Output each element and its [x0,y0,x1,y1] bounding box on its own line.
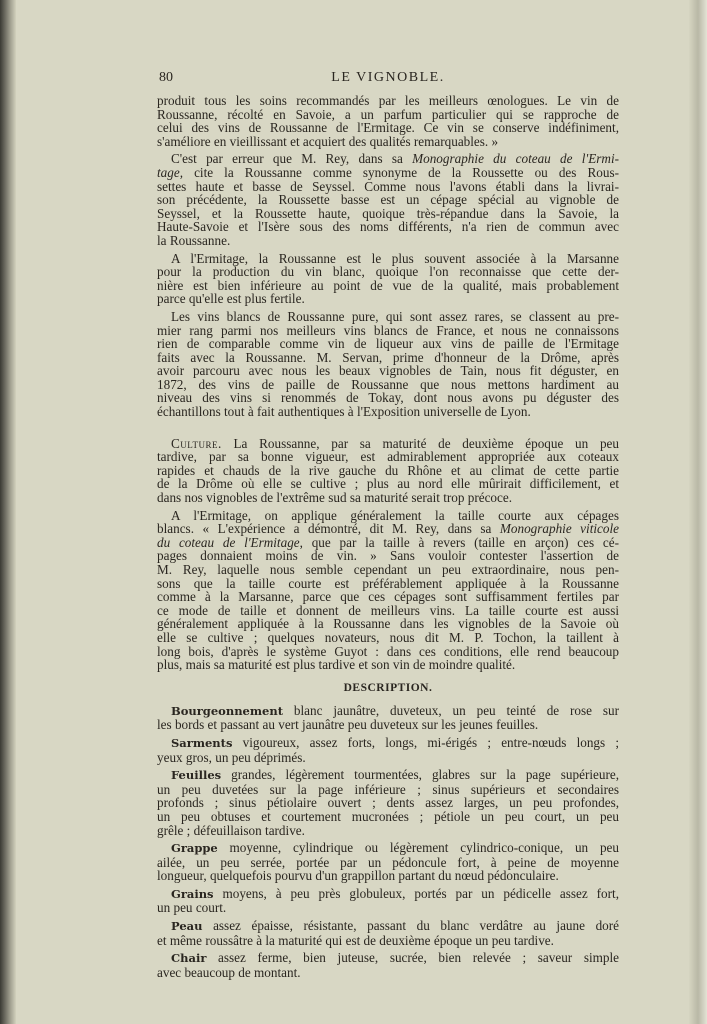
text-line [157,824,619,838]
text-segment: rapides et chauds de la rive gauche du Rhône et au climat de cette partie [157,462,619,478]
text-line [157,522,619,536]
text-line [157,324,619,338]
paragraph [157,252,619,306]
term-label: Peau [171,919,203,934]
text-segment: La Roussanne, par sa maturité de deuxième époque un peu [221,435,619,451]
text-line [157,108,619,122]
text-line [157,364,619,378]
text-segment: s'améliore en vieillissant et acquiert des qualités remarquables. » [157,133,499,149]
text-segment: 1872, des vins de paille de Roussanne que nous mettons hardiment au [157,376,619,392]
text-segment: grandes, légèrement tourmentées, glabres sur la page supérieure, [221,767,619,783]
text-segment: sons que la taille courte est préférablement appliquée à la Roussanne [157,575,619,591]
text-segment: rien de comparable comme vin de liqueur aux vins de paille de l'Ermitage [157,336,619,352]
text-segment: grêle ; défeuillaison tardive. [157,822,305,838]
text-segment: faits avec la Roussanne. M. Servan, prime d'honneur de la Drôme, après [157,349,619,365]
text-line [157,450,619,464]
paragraph [157,736,619,764]
text-line [157,934,619,948]
text-segment: un peu court. [157,900,227,916]
term-label: Feuilles [171,768,222,783]
text-line [157,234,619,248]
text-segment: pour la production du vin blanc, quoique l'on reconnaisse que cette der- [157,264,619,280]
text-segment: yeux gros, un peu déprimés. [157,749,306,765]
text-segment: son précédente, la Roussette basse est un cépage spécial au vignoble de [157,192,619,208]
text-line [157,121,619,135]
text-segment: , que par la taille à revers (taille en arçon) ces cé- [299,534,619,550]
text-line [157,577,619,591]
paragraph [157,509,619,672]
text-segment: avec beaucoup de montant. [157,964,301,980]
text-line [157,491,619,505]
paragraph [157,704,619,732]
text-line [157,310,619,324]
text-line [157,841,619,856]
text-segment: un peu obtuses et courtement mucronées ; pétiole un peu court, un peu [157,808,619,824]
text-segment: produit tous les soins recommandés par les meilleurs œnologues. Le vin de [157,93,619,108]
text-segment: nière est bien inférieure au point de vue de la qualité, mais probablement [157,277,619,293]
text-line [157,887,619,902]
text-segment: mier rang parmi nos meilleurs vins blancs de France, et nous ne connaissons [157,322,619,338]
text-line [157,509,619,523]
text-line [157,464,619,478]
text-segment: tardive, par sa bonne vigueur, est admirablement appropriée aux coteaux [157,449,619,465]
text-line [157,604,619,618]
text-segment: dans nos vignobles de l'extrême sud sa maturité serait trop précoce. [157,490,513,506]
section-roussanne-intro [157,94,619,419]
term-label: Grains [171,886,214,901]
text-segment: longueur, quelquefois pourvu d'un grappillon partant du nœud pédonculaire. [157,868,559,884]
paragraph [157,310,619,419]
text-line [157,152,619,166]
text-line [157,736,619,751]
text-segment: niveau des vins si renommés de Tokay, dont nous avons pu déguster des [157,390,619,406]
text-segment: du coteau de l'Ermitage [157,534,300,550]
text-segment: Les vins blancs de Roussanne pure, qui sont assez rares, se classent au pre- [171,308,619,324]
text-line [157,180,619,194]
text-segment: vigoureux, assez forts, longs, mi-érigés ; entre-nœuds longs ; [232,734,619,750]
text-segment: échantillons tout à fait authentiques à l'Exposition universelle de Lyon. [157,404,531,420]
text-line [157,751,619,765]
text-segment: la Roussanne. [157,232,231,248]
text-line [157,768,619,783]
text-segment: long bois, d'après le système Guyot : dans ces conditions, elle rend beaucoup [157,643,619,659]
text-line [157,966,619,980]
text-line [157,252,619,266]
paragraph [157,437,619,505]
term-label: Bourgeonnement [171,703,284,718]
text-segment: celui des vins de Roussanne de l'Ermitage. Ce vin se conserve indéfiniment, [157,120,619,136]
text-line [157,810,619,824]
text-segment: Monographie du coteau de l'Ermi- [412,151,619,167]
text-segment: avoir parcouru avec nous les beaux vignobles de Tain, nous fit déguster, en [157,363,619,379]
text-segment: pages donnaient moins de vin. » Sans vouloir contester l'assertion de [157,548,619,564]
text-line [157,631,619,645]
text-line [157,193,619,207]
text-segment: comme à la Marsanne, parce que ces cépages sont suffisamment fertiles par [157,589,619,605]
text-line [157,901,619,915]
paragraph [157,841,619,883]
text-line [157,351,619,365]
text-segment: A l'Ermitage, on applique généralement la taille courte aux cépages [171,507,619,523]
term-label: Sarments [171,735,233,750]
text-line [157,279,619,293]
text-line [157,337,619,351]
text-line [157,207,619,221]
text-segment: plus, mais sa maturité est plus tardive et son vin de moindre qualité. [157,657,516,673]
description-heading: DESCRIPTION. [343,681,433,694]
text-line [157,617,619,631]
text-segment: assez épaisse, résistante, passant du blanc verdâtre au jaune doré [202,918,619,934]
term-label: Grappe [171,841,218,856]
text-segment: assez ferme, bien juteuse, sucrée, bien relevée ; saveur simple [206,950,619,966]
text-segment: parce qu'elle est plus fertile. [157,291,305,307]
text-segment: un peu duvetées sur la page inférieure ; sinus supérieurs et secondaires [157,781,619,797]
book-spine-edge [0,0,16,1024]
text-line [157,391,619,405]
text-segment: profonds ; sinus pétiolaire ouvert ; dents assez larges, un peu profondes, [157,795,619,811]
page-number: 80 [159,70,173,85]
text-segment: A l'Ermitage, la Roussanne est le plus souvent associée à la Marsanne [171,250,619,266]
paragraph [157,951,619,979]
text-segment: blanc jaunâtre, duveteux, un peu teinté de rose sur [283,702,619,718]
paragraph [157,768,619,837]
text-line [157,796,619,810]
text-line [157,549,619,563]
book-page [157,70,619,983]
text-line [157,783,619,797]
text-segment: moyenne, cylindrique ou légèrement cylindrico-conique, un peu [217,840,619,856]
text-line [157,220,619,234]
text-line [157,166,619,180]
paragraph [157,94,619,148]
text-segment: settes haute et basse de Seyssel. Comme nous l'avons établi dans la livrai- [157,178,619,194]
text-line [157,590,619,604]
text-line [157,477,619,491]
section-culture [157,437,619,672]
text-line [157,135,619,149]
text-segment: Seyssel, et la Roussette haute, quoique très-répandue dans la Savoie, la [157,205,619,221]
paragraph [157,887,619,915]
term-label: Chair [171,951,207,966]
text-line [157,437,619,451]
text-segment: ce mode de taille et donnent de meilleurs vins. La taille courte est aussi [157,602,619,618]
section-description [157,704,619,980]
paragraph [157,919,619,947]
text-segment: Monographie viticole [499,521,619,537]
text-line [157,378,619,392]
text-line [157,645,619,659]
text-line [157,265,619,279]
paragraph [157,152,619,247]
text-segment: C'est par erreur que M. Rey, dans sa [171,151,413,167]
text-line [157,292,619,306]
text-segment: cite la Roussanne comme synonyme de la Roussette ou des Rous- [183,164,619,180]
text-line [157,536,619,550]
text-segment: généralement appliquée à la Roussanne dans les vignobles de la Savoie où [157,616,619,632]
text-line [157,405,619,419]
text-segment: Haute-Savoie et l'Isère sous des noms différents, n'a rien de commun avec [157,219,619,235]
text-segment: et même roussâtre à la maturité qui est de deuxième époque un peu tardive. [157,932,554,948]
text-line [157,919,619,934]
text-segment: les bords et passant au vert jaunâtre peu duveteux sur les jeunes feuilles. [157,717,539,733]
text-segment: Roussanne, récolté en Savoie, a un parfum particulier qui se rapproche de [157,106,619,122]
text-segment: de la Drôme où elle se cultive ; plus au nord elle mûrirait difficilement, et [157,476,619,492]
page-right-edge [689,0,707,1024]
text-line [157,563,619,577]
text-segment: Culture. [171,435,222,451]
text-line [157,869,619,883]
text-line [157,704,619,719]
text-segment: blancs. « L'expérience a démontré, dit M. Rey, dans sa [157,521,500,537]
text-segment: ailée, un peu serrée, portée par un pédoncule fort, à peine de moyenne [157,854,619,870]
text-line [157,718,619,732]
text-line [157,94,619,108]
text-line [157,856,619,870]
running-title: LE VIGNOBLE. [331,70,445,85]
text-segment: tage, [157,164,184,180]
text-segment: elle se cultive ; quelques novateurs, nous dit M. P. Tochon, la taillent à [157,629,619,645]
text-line [157,951,619,966]
text-segment: M. Rey, laquelle nous semble cependant un peu extraordinaire, nous pen- [157,562,619,577]
page-header [157,70,619,94]
text-segment: moyens, à peu près globuleux, portés par un pédicelle assez fort, [213,885,619,901]
text-line [157,658,619,672]
